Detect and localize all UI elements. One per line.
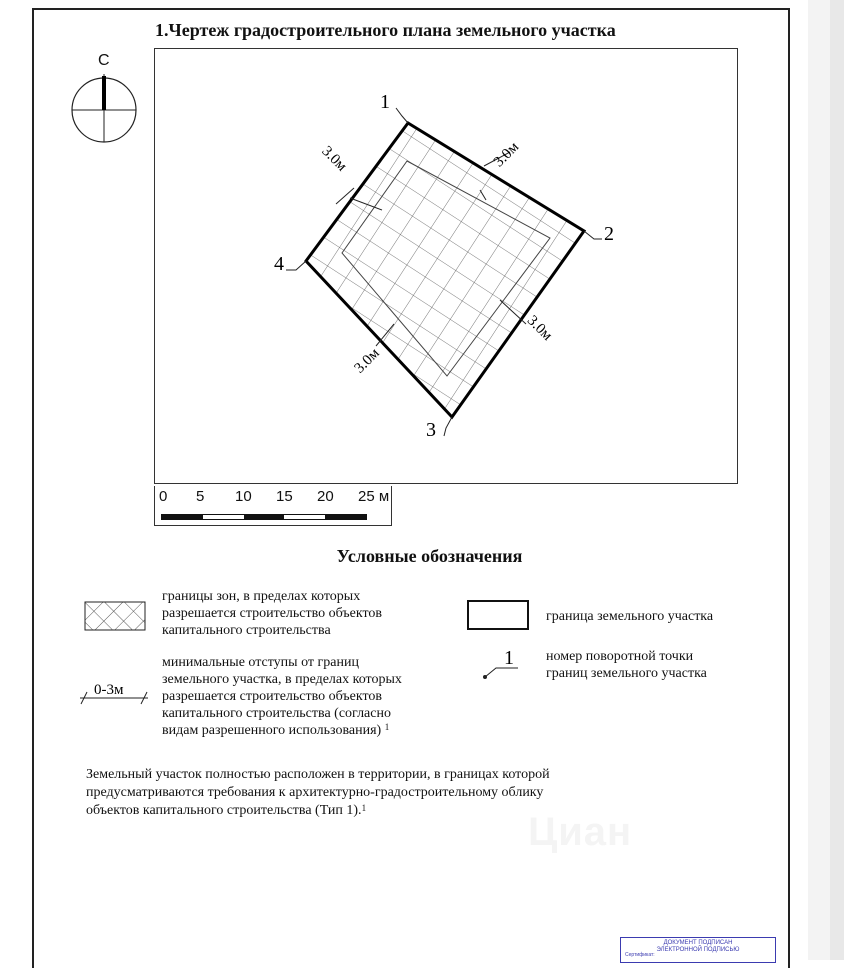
legend-line: [162, 722, 402, 739]
legend-line: минимальные отступы от границ: [162, 655, 359, 670]
plot-drawing: [154, 48, 738, 484]
signature-stamp: [620, 937, 776, 963]
watermark: Циан: [528, 810, 633, 854]
scale-segment: [203, 515, 244, 519]
scale-segments: [161, 514, 367, 520]
stamp-line: ЭЛЕКТРОННОЙ ПОДПИСЬЮ: [656, 947, 740, 953]
viewer-edge: [830, 0, 844, 960]
setback-symbol: [78, 680, 154, 710]
plot-boundary-symbol: [467, 600, 529, 630]
stamp-cert: Сертификат:: [625, 952, 655, 958]
setback-legend-text: [162, 654, 402, 739]
scale-tick-label: 20: [317, 488, 334, 505]
legend-line: границы зон, в пределах которых: [162, 589, 361, 604]
legend-line: капитального строительства (согласно: [162, 706, 391, 721]
setback-label-sw: 3.0м: [351, 345, 383, 377]
scale-tick-label: 15: [276, 488, 293, 505]
point-label-2: 2: [604, 223, 614, 245]
scale-tick-label: 0: [159, 488, 168, 505]
point-symbol-label: 1: [504, 647, 514, 669]
scale-segment: [284, 515, 325, 519]
boundary-legend-text: граница земельного участка: [546, 609, 714, 624]
setback-label-se: 3.0м: [523, 312, 556, 344]
legend-line: границ земельного участка: [546, 666, 707, 681]
footer-line: предусматриваются требования к архитектурно-градостроительному облику: [86, 785, 544, 800]
compass-icon: [70, 52, 140, 152]
setback-symbol-label: 0-3м: [94, 682, 124, 698]
scale-labels: [155, 488, 395, 504]
scale-tick-label: 10: [235, 488, 252, 505]
legend-line-text: видам разрешенного использования): [162, 723, 382, 738]
scale-tick-label: 25 м: [358, 488, 390, 505]
legend-line: земельного участка, в пределах которых: [162, 672, 402, 687]
legend-title: Условные обозначения: [336, 546, 523, 566]
scale-tick-label: 5: [196, 488, 205, 505]
setback-label-ne: 3.0м: [490, 139, 523, 171]
legend-line: разрешается строительство объектов: [162, 606, 383, 621]
stamp-line: ДОКУМЕНТ ПОДПИСАН: [663, 940, 733, 946]
page-gutter: [808, 0, 830, 960]
footnote-marker: 1: [361, 803, 367, 813]
legend-line: капитального строительства: [162, 623, 331, 638]
north-arrow: [70, 52, 140, 152]
scale-bar: [154, 486, 392, 526]
scale-segment: [162, 515, 203, 519]
footer-line-text: объектов капитального строительства (Тип 1).: [86, 803, 362, 818]
scale-segment: [244, 515, 285, 519]
zone-legend-text: [162, 588, 382, 639]
point-label-4: 4: [274, 253, 284, 275]
point-number-symbol: [478, 646, 524, 682]
point-legend-text: [546, 648, 707, 682]
footer-line: Земельный участок полностью расположен в территории, в границах которой: [86, 767, 550, 782]
point-label-1: 1: [380, 91, 390, 113]
scale-segment: [325, 515, 366, 519]
north-label: С: [98, 52, 110, 69]
zone-hatch-symbol: [84, 601, 146, 631]
footnote-marker: 1: [384, 722, 390, 732]
point-label-3: 3: [426, 419, 436, 441]
page-title: 1.Чертеж градостроительного плана земельного участка: [155, 20, 616, 40]
legend-line: разрешается строительство объектов: [162, 689, 383, 704]
setback-label-nw: 3.0м: [318, 143, 350, 175]
legend-line: номер поворотной точки: [546, 649, 694, 664]
